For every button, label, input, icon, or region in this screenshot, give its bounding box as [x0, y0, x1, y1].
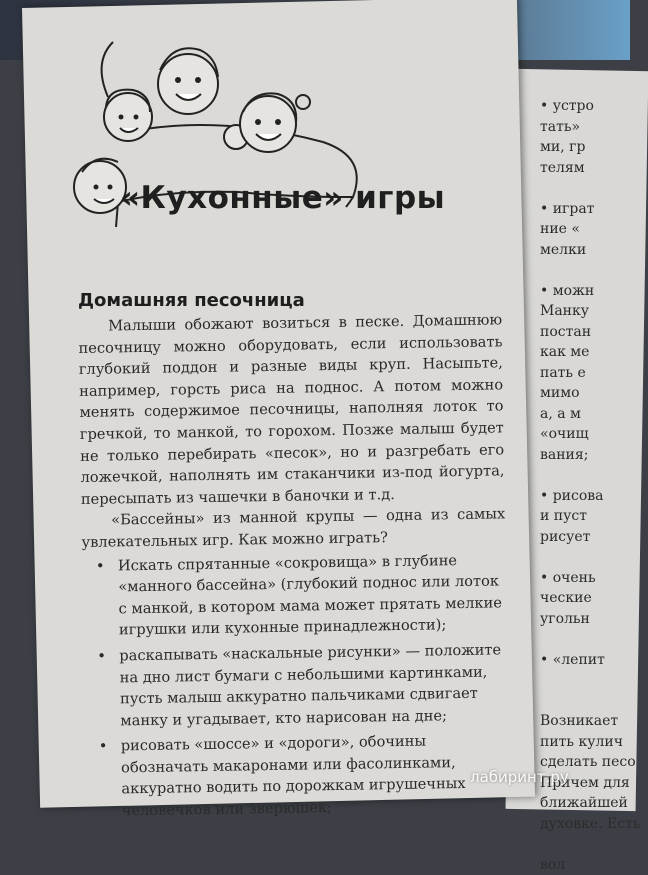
right-page-line: вол: [540, 855, 630, 875]
bullet-icon: •: [97, 646, 106, 668]
bullet-icon: •: [96, 555, 105, 577]
body-text: [78, 309, 510, 826]
bullet-list: [82, 549, 510, 823]
chapter-title: «Кухонные» игры: [120, 180, 445, 216]
right-page-line: • очень: [540, 568, 630, 589]
right-page-line: Манку: [540, 301, 630, 322]
list-item: [119, 639, 508, 731]
right-page-line: телям: [540, 158, 630, 179]
bullet-icon: •: [99, 736, 108, 758]
paragraph: «Бассейны» из манной крупы — одна из самых увлекательных игр. Как можно играть?: [81, 504, 506, 554]
right-page-line: ческие: [540, 588, 630, 609]
right-page-line: • «лепит: [540, 650, 630, 671]
paragraph: Малыши обожают возиться в песке. Домашнюю песочницу можно оборудовать, если использовать глубокий поддон и разные виды круп. Насыпьте, например, горсть риса на поднос. А потом можно менять содержимое песочницы, наполняя лоток то гречкой, то манкой, то горохом. Позже малыш будет не только перебирать «песок», но и разгребать его ложечкой, наполнять им стаканчики из-под йогурта, пересыпать из чашечки в баночки и т.д.: [78, 309, 505, 510]
right-page-line: вания;: [540, 445, 630, 466]
right-page-line: ние «: [540, 219, 630, 240]
right-page-line: ближайшей: [540, 793, 630, 814]
right-page-line: ми, гр: [540, 137, 630, 158]
right-page-line: сделать песо: [540, 752, 630, 773]
right-page-line: духовке. Есть: [540, 814, 630, 835]
right-page-line: «очищ: [540, 424, 630, 445]
right-page-line: [540, 629, 630, 650]
right-page-line: а, а м: [540, 404, 630, 425]
right-page-line: пить кулич: [540, 732, 630, 753]
right-page-line: • играт: [540, 199, 630, 220]
right-page-line: [540, 547, 630, 568]
list-item-text: рисовать «шоссе» и «дороги», обочины обозначать макаронами или фасолинками, аккуратно водить по дорожкам игрушечных человечков или зверюшек;: [121, 733, 466, 820]
right-page-line: • можн: [540, 281, 630, 302]
section-title: Домашняя песочница: [78, 290, 305, 311]
list-item: [118, 549, 507, 641]
right-page-line: [540, 465, 630, 486]
right-page-line: рисует: [540, 527, 630, 548]
right-page-line: • устро: [540, 96, 630, 117]
right-page-line: постан: [540, 322, 630, 343]
right-page-line: угольн: [540, 609, 630, 630]
watermark: лабиринт.ру: [470, 768, 569, 786]
right-page-line: и пуст: [540, 506, 630, 527]
right-page-line: [540, 691, 630, 712]
right-page-line: Причем для: [540, 773, 630, 794]
list-item: [121, 730, 510, 822]
right-page-line: мимо: [540, 383, 630, 404]
children-illustration: [88, 22, 378, 252]
right-page-line: [540, 260, 630, 281]
right-page-line: [540, 834, 630, 855]
right-page-line: [540, 670, 630, 691]
right-page-line: мелки: [540, 240, 630, 261]
right-page-line: как ме: [540, 342, 630, 363]
right-page-line: Возникает: [540, 711, 630, 732]
right-page-text: [540, 96, 630, 875]
right-page-line: пать е: [540, 363, 630, 384]
right-page-line: тать»: [540, 117, 630, 138]
list-item-text: Искать спрятанные «сокровища» в глубине «манного бассейна» (глубокий поднос или лоток с манкой, в котором мама может прятать мелкие игрушки или кухонные принадлежности);: [118, 552, 502, 639]
right-page-line: [540, 178, 630, 199]
right-page-line: • рисова: [540, 486, 630, 507]
list-item-text: раскапывать «наскальные рисунки» — положите на дно лист бумаги с небольшими картинками, пусть малыш аккуратно пальчиками сдвигает манку и угадывает, кто нарисован на дне;: [119, 641, 501, 729]
